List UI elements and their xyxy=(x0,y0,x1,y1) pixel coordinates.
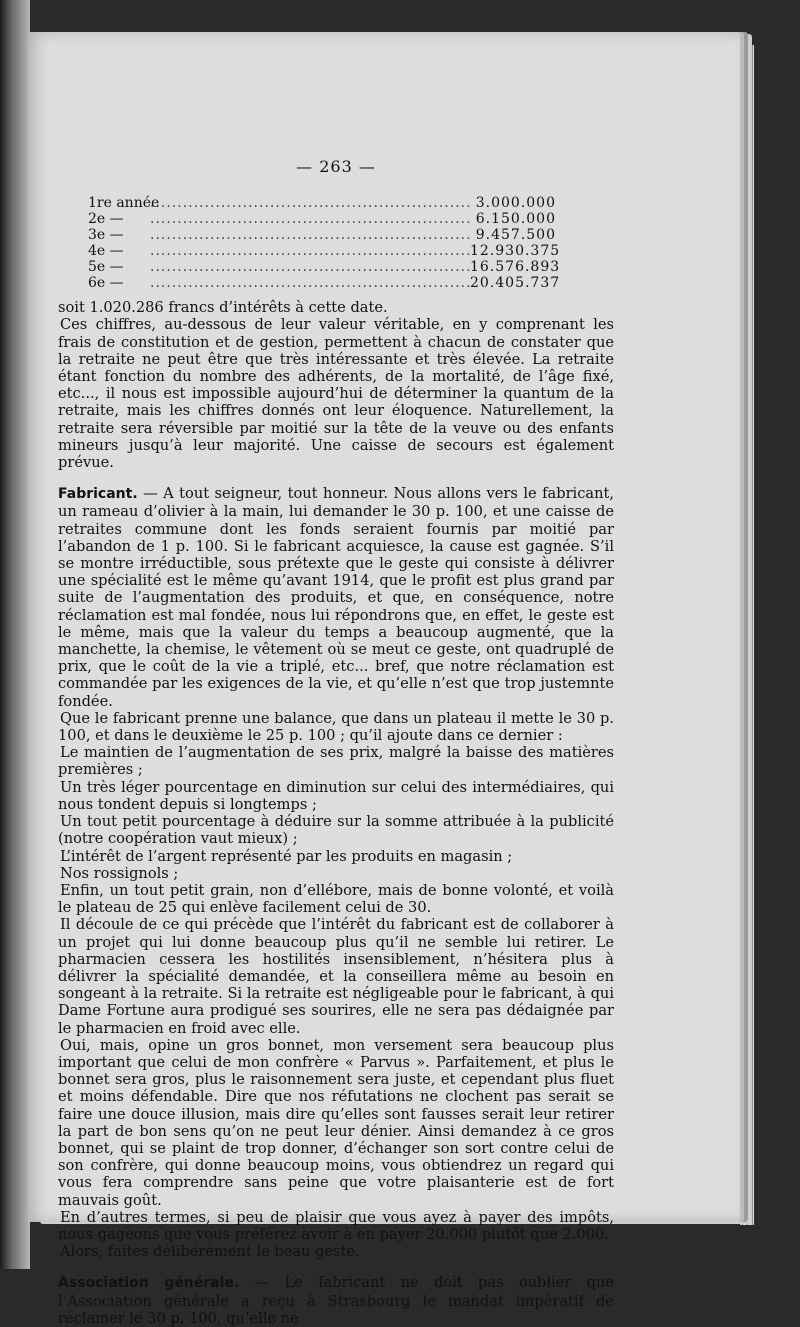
paragraph: Un très léger pourcentage en diminution sur celui des intermédiaires, qui nous tondent depuis si longtemps ; xyxy=(58,778,614,813)
dot-leader xyxy=(150,259,470,275)
paragraph: soit 1.020.286 francs d’intérêts à cette date. xyxy=(58,299,388,317)
paragraph: En d’autres termes, si peu de plaisir que vous ayez à payer des impôts, nous gageons que vous préférez avoir à en payer 20.000 plutôt que 2.000. xyxy=(58,1208,614,1243)
page-number: — 263 — xyxy=(296,157,376,176)
section-lead-text: — Le fabricant ne doit pas oublier que l’Association générale a reçu à Strasbourg le mandat impératif de réclamer le 30 p. 100, qu’elle ne xyxy=(58,1274,614,1327)
paragraph: Que le fabricant prenne une balance, que dans un plateau il mette le 30 p. 100, et dans le deuxième le 25 p. 100 ; qu’il ajoute dans ce dernier : xyxy=(58,709,614,745)
dot-leader xyxy=(150,275,470,291)
year-value: 9.457.500 xyxy=(475,227,556,244)
year-table xyxy=(88,195,561,292)
paragraph: Un tout petit pourcentage à déduire sur la somme attribuée à la publicité (notre coopération vaut mieux) ; xyxy=(58,813,614,848)
paragraph: Ces chiffres, au-dessous de leur valeur véritable, en y comprenant les frais de constitution et de gestion, permettent à chacun de constater que la retraite ne peut être que très intéressante et très élevée. La retraite étant fonction du nombre des adhérents, de la mortalité, de l’âge fixé, etc..., il nous est impossible aujourd’hui de déterminer la quantum de la retraite, mais les chiffres donnés ont leur éloquence. Naturellement, la retraite sera réversible par moitié sur la tête de la veuve ou des enfants mineurs jusqu’à leur majorité. Une caisse de secours est également prévue. xyxy=(58,316,614,472)
facing-page-edge xyxy=(0,0,30,1269)
dot-leader xyxy=(150,243,470,259)
section-heading: Fabricant. xyxy=(58,486,138,503)
year-label: 4e — xyxy=(88,243,124,260)
dot-leader xyxy=(150,227,470,243)
year-row xyxy=(88,243,561,260)
year-row xyxy=(88,259,561,276)
page-content xyxy=(58,158,614,1327)
year-row xyxy=(88,195,556,211)
paragraph: Nos rossignols ; xyxy=(60,864,179,882)
paragraph: Enfin, un tout petit grain, non d’ellébore, mais de bonne volonté, et voilà le plateau de 25 qui enlève facilement celui de 30. xyxy=(58,881,614,917)
paragraph: Oui, mais, opine un gros bonnet, mon versement sera beaucoup plus important que celui de mon confrère « Parvus ». Parfaitement, et plus le bonnet sera gros, plus le raisonnement sera juste, et cependant plus fluet et moins défendable. Dire que nos réfutations ne clochent pas serait se faire une douce illusion, mais dire qu’elles sont fausses serait leur retirer la part de bon sens qu’on ne peut leur dénier. Ainsi demandez à ce gros bonnet, qui se plaint de trop donner, d’échanger son sort contre celui de son confrère, qui donne beaucoup moins, vous obtiendrez un regard qui vous fera comprendre sans peine que votre plaisanterie est de fort mauvais goût. xyxy=(58,1036,614,1209)
year-row xyxy=(88,211,556,227)
section-lead-text: — A tout seigneur, tout honneur. Nous allons vers le fabricant, un rameau d’olivier à la main, lui demander le 30 p. 100, et une caisse de retraites commune dont les fonds seraient fournis par moitié par l’abandon de 1 p. 100. Si le fabricant acquiesce, la cause est gagnée. S’il se montre irréductible, sous prétexte que le geste qui consiste à délivrer une spécialité est le même qu’avant 1914, que le profit est plus grand par suite de l’augmentation des produits, et que, en conséquence, notre réclamation est mal fondée, nous lui répondrons que, en effet, le geste est le même, mais que la valeur du temps a beaucoup augmenté, que la manchette, la chemise, le vêtement où se meut ce geste, ont quadruplé de prix, que le coût de la vie a triplé, etc... bref, que notre réclamation est commandée par les exigences de la vie, et qu’elle n’est que trop justemnte fondée. xyxy=(58,485,614,710)
year-value: 12.930.375 xyxy=(470,243,561,260)
year-value: 6.150.000 xyxy=(475,211,556,228)
section-heading: Association générale. xyxy=(58,1275,240,1292)
section-fabricant xyxy=(58,485,614,710)
year-value: 3.000.000 xyxy=(475,195,556,212)
paragraph: L’intérêt de l’argent représenté par les produits en magasin ; xyxy=(60,847,513,865)
year-label: 1re année xyxy=(88,195,160,212)
year-value: 16.576.893 xyxy=(470,259,561,276)
year-row xyxy=(88,275,561,292)
dot-leader xyxy=(150,195,470,211)
paragraph: Il découle de ce qui précède que l’intérêt du fabricant est de collaborer à un projet qui lui donne beaucoup plus qu’il ne semble lui retirer. Le pharmacien cessera les hostilités insensiblement, n’hésitera plus à délivrer la spécialité demandée, et la conseillera même au besoin en songeant à la retraite. Si la retraite est négligeable pour le fabricant, à qui Dame Fortune aura prodigué ses sourires, elle ne sera pas dédaignée par le pharmacien en froid avec elle. xyxy=(58,916,614,1037)
section-association xyxy=(58,1274,614,1327)
year-row xyxy=(88,227,556,243)
year-value: 20.405.737 xyxy=(470,275,561,292)
paragraph: Alors, faites délibérément le beau geste. xyxy=(60,1243,360,1261)
dot-leader xyxy=(150,211,470,227)
paragraph: Le maintien de l’augmentation de ses prix, malgré la baisse des matières premières ; xyxy=(58,744,614,779)
year-label: 6e — xyxy=(88,275,124,292)
year-label: 5e — xyxy=(88,259,124,276)
year-label: 2e — xyxy=(88,211,124,228)
year-label: 3e — xyxy=(88,227,124,244)
page-stack-edge xyxy=(740,45,754,1225)
